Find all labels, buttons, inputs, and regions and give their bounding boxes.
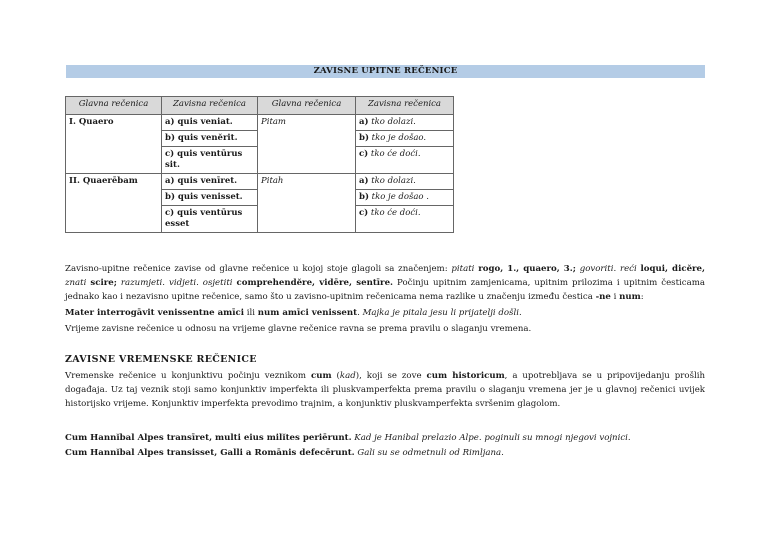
text-run: ( (331, 371, 340, 381)
text-run: Cum Hannĭbal Alpes transīret, multi eius milĭtes periērunt. (65, 433, 352, 443)
cro-sub-cell (356, 190, 454, 206)
text-run: loqui, dicĕre, (640, 264, 706, 274)
option-label: c) (359, 149, 369, 159)
option-label: b) (359, 192, 369, 202)
text-run: comprehendĕre, vidēre, sentīre. (236, 278, 394, 288)
latin-sub-cell: a) quis venīret. (162, 174, 258, 190)
text-run: Gali su se odmetnuli od Rimljana. (354, 448, 504, 458)
intro-paragraph (65, 262, 705, 304)
text-run: num (619, 292, 641, 302)
option-text: tko dolazi. (368, 176, 416, 186)
cro-main-cell: Pitam (258, 115, 356, 174)
text-run: pitati (451, 264, 475, 274)
text-run: scire; (90, 278, 117, 288)
latin-sub-cell: c) quis ventūrus esset (162, 206, 258, 233)
option-text: tko je došao. (368, 133, 427, 143)
option-text: tko će doći. (368, 149, 421, 159)
text-run: Počinju upitnim zamjenicama, upitnim prilozima i upitnim česticama jednako kao i nezavisno upitne rečenice, samo što u zavisno-upitnim rečenicama nema razlike u značenju između čestica (65, 278, 705, 302)
text-run: govoriti. reći (575, 264, 641, 274)
tense-rule-paragraph: Vrijeme zavisne rečenice u odnosu na vrijeme glavne rečenice ravna se prema pravilu o slaganju vremena. (65, 324, 532, 334)
text-run: : (640, 292, 644, 302)
cro-main-cell: Pitah (258, 174, 356, 233)
latin-main-cell: I. Quaero (66, 115, 162, 174)
latin-main-cell: II. Quaerēbam (66, 174, 162, 233)
table-header-row (66, 97, 454, 115)
text-run: Kad je Hanibal prelazio Alpe. poginuli su mnogi njegovi vojnici. (351, 433, 631, 443)
header-zavisna-1: Zavisna rečenica (162, 97, 258, 115)
text-run: ), koji se zove (355, 371, 427, 381)
conjugation-table (65, 96, 454, 233)
option-text: tko dolazi. (368, 117, 416, 127)
latin-sub-cell: b) quis venisset. (162, 190, 258, 206)
header-zavisna-2: Zavisna rečenica (356, 97, 454, 115)
cro-sub-cell (356, 174, 454, 190)
header-glavna-1: Glavna rečenica (66, 97, 162, 115)
latin-sub-cell: c) quis ventūrus sit. (162, 147, 258, 174)
text-run: Mater interrogāvit venissentne amīci (65, 308, 245, 318)
text-run: , a upotrebljava se u pripovijedanju prošlih događaja. Uz taj veznik stoji samo konjunktiv imperfekta ili pluskvamperfekta prema pravilu o slaganju vremena jer je u glavnoj rečenici uvijek historijsko vrijeme. Konjunktiv imperfekta prevodimo trajnim, a konjunktiv pluskvamperfekta svršenim glagolom. (65, 371, 706, 409)
cro-sub-cell (356, 147, 454, 174)
text-run: . (357, 308, 363, 318)
table-row (66, 174, 454, 190)
cro-sub-cell (356, 131, 454, 147)
text-run: razumjeti. vidjeti. osjetiti (116, 278, 237, 288)
temporal-paragraph (65, 369, 705, 411)
header-glavna-2: Glavna rečenica (258, 97, 356, 115)
text-run: num amīci venissent (257, 308, 358, 318)
text-run: Vremenske rečenice u konjunktivu počinju veznikom (65, 371, 311, 381)
example-question-sentence (65, 306, 705, 320)
table-row (66, 115, 454, 131)
latin-sub-cell: a) quis veniat. (162, 115, 258, 131)
example-sentence-1 (65, 431, 705, 445)
option-label: b) (359, 133, 369, 143)
example-sentence-2 (65, 446, 705, 460)
text-run: cum (311, 371, 332, 381)
text-run: Zavisno-upitne rečenice zavise od glavne rečenice u kojoj stoje glagoli sa značenjem: (65, 264, 452, 274)
text-run: i (610, 292, 620, 302)
text-run: cum historicum (426, 371, 505, 381)
text-run: rogo, 1., quaero, 3.; (478, 264, 576, 274)
latin-sub-cell: b) quis venĕrit. (162, 131, 258, 147)
cro-sub-cell (356, 115, 454, 131)
option-label: a) (359, 117, 369, 127)
text-run: Cum Hannĭbal Alpes transisset, Galli a Romānis defecērunt. (65, 448, 355, 458)
section-title: ZAVISNE UPITNE REČENICE (66, 65, 705, 78)
option-text: tko je došao . (368, 192, 429, 202)
text-run: ili (244, 308, 258, 318)
option-label: a) (359, 176, 369, 186)
option-text: tko će doći. (368, 208, 421, 218)
text-run: Majka je pitala jesu li prijatelji došli. (362, 308, 522, 318)
text-run: -ne (595, 292, 611, 302)
cro-sub-cell (356, 206, 454, 233)
option-label: c) (359, 208, 369, 218)
text-run: znati (65, 278, 91, 288)
section-heading-temporal: ZAVISNE VREMENSKE REČENICE (65, 354, 257, 365)
text-run: kad (339, 371, 356, 381)
